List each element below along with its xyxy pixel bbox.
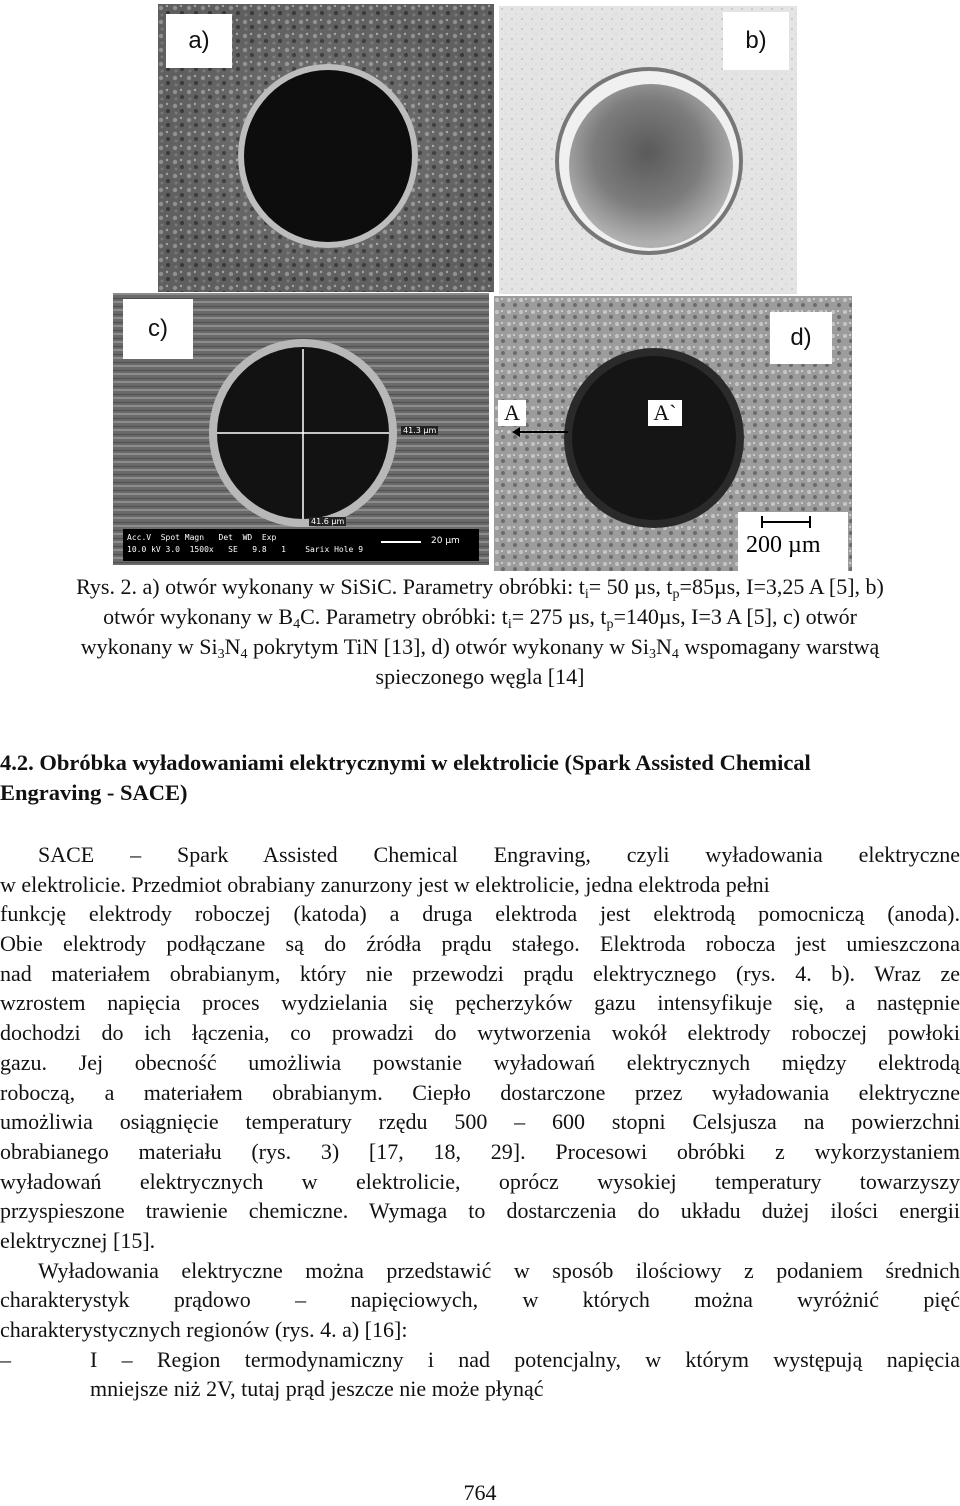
section-heading — [0, 748, 960, 808]
marker-a: A — [498, 400, 526, 426]
bullet-line: I – Region termodynamiczny i nad potencjalny, w którym występują napięcia — [90, 1346, 960, 1372]
body-line: obrabianego materiału (rys. 3) [17, 18, 29]. Procesowi obróbki z wykorzystaniem — [0, 1138, 960, 1164]
marker-a-prime: A` — [648, 400, 682, 426]
body-line: funkcję elektrody roboczej (katoda) a druga elektroda jest elektrodą pomocniczą (anoda). — [0, 901, 960, 927]
bullet-line: mniejsze niż 2V, tutaj prąd jeszcze nie może płynąć — [90, 1376, 544, 1402]
body-line: gazu. Jej obecność umożliwia powstanie wyładowań elektrycznych między elektrodą — [0, 1049, 960, 1075]
sem-info-line-2: 10.0 kV 3.0 1500x SE 9.8 1 Sarix Hole 9 — [127, 545, 364, 554]
section-heading-line-1: 4.2. Obróbka wyładowaniami elektrycznymi w elektrolicie (Spark Assisted Chemical — [0, 750, 811, 775]
sem-info-line-1: Acc.V Spot Magn Det WD Exp — [127, 533, 277, 542]
body-line: SACE – Spark Assisted Chemical Engraving, czyli wyładowania elektryczne — [38, 842, 960, 867]
figure-panel-a-photo — [158, 4, 494, 292]
bullet-item — [0, 1345, 960, 1404]
figure-panel-c-photo — [113, 293, 489, 565]
body-line: wzrostem napięcia proces wydzielania się pęcherzyków gazu intensyfikuje się, a następnie — [0, 990, 960, 1016]
figure-panel-d-photo — [494, 296, 852, 571]
body-line: nad materiałem obrabianym, który nie przewodzi prądu elektrycznego (rys. 4. b). Wraz ze — [0, 960, 960, 986]
body-line: Wyładowania elektryczne można przedstawić w sposób ilościowy z podaniem średnich — [38, 1257, 960, 1283]
body-line: przyspieszone trawienie chemiczne. Wymaga to dostarczenia do układu dużej ilości energii — [0, 1198, 960, 1224]
caption-line: otwór wykonany w $B_4C$. Parametry obróbki: $t_i= 275$ µs, $t_p=140\mu s$, I=3 A [5], c) otwór — [103, 604, 857, 632]
scale-bar-text: 200 µm — [746, 532, 821, 558]
body-line: umożliwia osiągnięcie temperatury rzędu 500 – 600 stopni Celsjusza na powierzchni — [0, 1109, 960, 1135]
sem-scale-text: 20 µm — [431, 536, 460, 546]
dimension-horizontal: 41.6 µm — [311, 517, 345, 526]
body-line: dochodzi do ich łączenia, co prowadzi do wytworzenia wokół elektrody roboczej powłoki — [0, 1020, 960, 1046]
dimension-vertical: 41.3 µm — [403, 426, 437, 435]
panel-label-b: b) — [723, 12, 789, 70]
bullet-dash: – — [0, 1346, 11, 1372]
caption-line: spieczonego węgla [14] — [375, 664, 585, 689]
section-heading-line-2: Engraving - SACE) — [0, 780, 188, 805]
body-line: Obie elektrody podłączane są do źródła prądu stałego. Elektroda robocza jest umieszczona — [0, 931, 960, 957]
panel-label-d: d) — [770, 312, 832, 364]
body-line: wyładowań elektrycznych w elektrolicie, oprócz wysokiej temperatury towarzyszy — [0, 1168, 960, 1194]
body-line: elektrycznej [15]. — [0, 1227, 156, 1253]
panel-label-c: c) — [123, 299, 193, 359]
body-line: charakterystycznych regionów (rys. 4. a) [16]: — [0, 1317, 408, 1342]
body-line: roboczą, a materiałem obrabianym. Ciepło dostarczone przez wyładowania elektryczne — [0, 1079, 960, 1105]
caption-line: Rys. 2. a) otwór wykonany w SiSiC. Parametry obróbki: $t_i= 50$ µs, $t_p=85\mu s$, I=3,25 A [5], b) — [76, 574, 884, 602]
caption-line: wykonany w $Si_3N_4$ pokrytym TiN [13], d) otwór wykonany w $Si_3N_4$ wspomagany warstwą — [80, 634, 880, 662]
figure-panel-b-photo — [499, 6, 797, 294]
body-line: charakterystyk prądowo – napięciowych, w których można wyróżnić pięć — [0, 1287, 960, 1313]
body-line: w elektrolicie. Przedmiot obrabiany zanurzony jest w elektrolicie, jedna elektroda pełni — [0, 871, 770, 897]
page-number: 764 — [463, 1480, 497, 1505]
body-text — [0, 840, 960, 1404]
panel-label-a: a) — [166, 14, 232, 68]
figure-caption — [0, 572, 960, 692]
